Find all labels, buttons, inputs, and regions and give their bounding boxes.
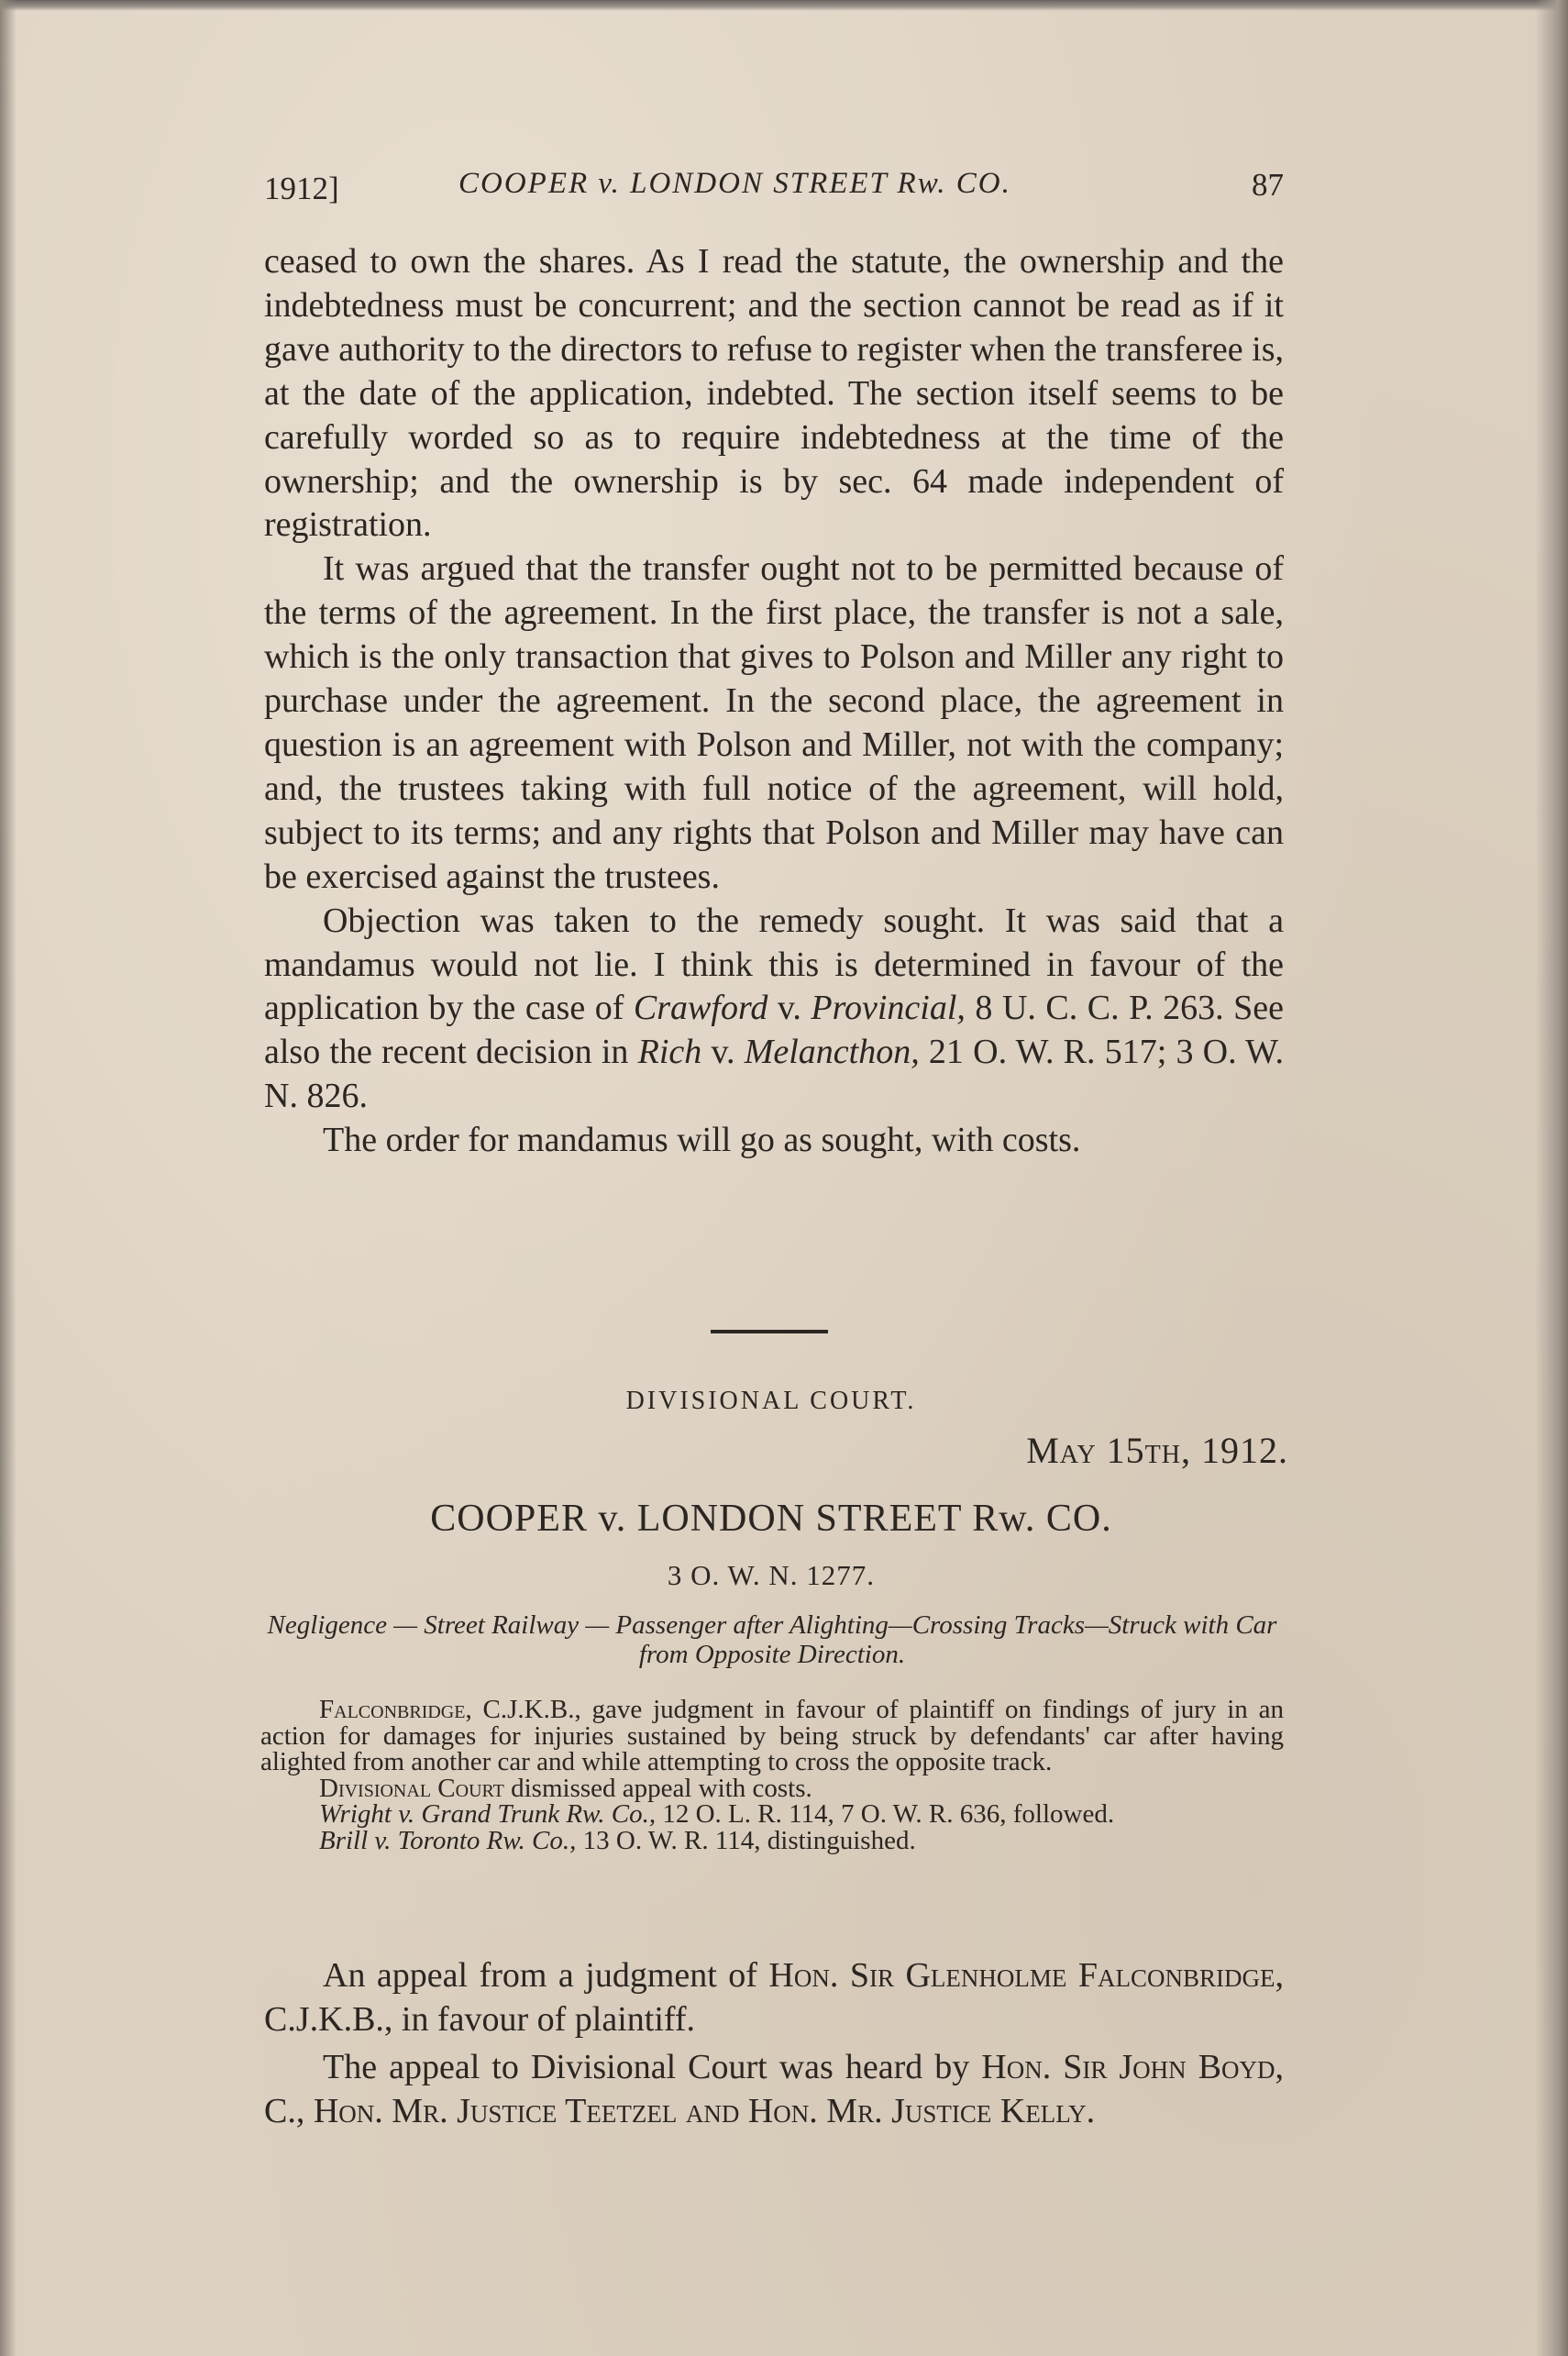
case-name-melancthon: Melancthon,	[744, 1033, 920, 1072]
appeal-from-text-b: C.J.K.B., in favour of plaintiff.	[264, 2000, 696, 2039]
remedy-text-c: 21 O. W. R. 517; 3 O. W. N. 826.	[264, 1033, 1284, 1116]
running-head	[264, 167, 1284, 213]
page-top-edge	[0, 0, 1568, 11]
summary-distinguished-text: 13 O. W. R. 114, distinguished.	[576, 1825, 916, 1855]
summary-court-name: Divisional Court	[319, 1773, 504, 1803]
appeal-from-text-a: An appeal from a judgment of	[323, 1956, 769, 1995]
headnote: Negligence — Street Railway — Passenger after Alighting—Crossing Tracks—Struck with Car from Opposite Direction.	[267, 1610, 1277, 1669]
summary-distinguished	[260, 1825, 1284, 1855]
remedy-text-a: Objection was taken to the remedy sought. It was said that a mandamus would not lie. I think this is determined in favour of the application by the case of	[264, 901, 1284, 1028]
case-citation	[0, 1559, 1568, 1592]
page-right-edge	[1535, 0, 1568, 2356]
summary-followed-text: 12 O. L. R. 114, 7 O. W. R. 636, followed.	[656, 1799, 1115, 1830]
appeal-introduction	[264, 1953, 1284, 2137]
appeal-judges-names: Hon. Sir John Boyd, C., Hon. Mr. Justice Teetzel and Hon. Mr. Justice Kelly.	[264, 2048, 1284, 2130]
case-name-rich: Rich	[637, 1033, 702, 1072]
section-divider	[711, 1330, 828, 1333]
case-summary	[260, 1697, 1284, 1854]
trial-judge-name: Hon. Sir Glenholme Falconbridge,	[768, 1956, 1284, 1995]
paragraph-appeal-from	[264, 1953, 1284, 2041]
paragraph-ownership: ceased to own the shares. As I read the statute, the ownership and the indebtedness must be concurrent; and the section cannot be read as if it gave authority to the directors to refuse to register when the transferee is, at the date of the application, indebted. The section itself seems to be carefully worded so as to require indebtedness at the time of the ownership; and the ownership is by sec. 64 made independent of registration.	[264, 242, 1284, 545]
paragraph-heard-by	[264, 2045, 1284, 2133]
case-name-wright: Wright v. Grand Trunk Rw. Co.,	[319, 1799, 657, 1830]
versus-1: v.	[767, 989, 812, 1028]
summary-judge-name: Falconbridge,	[319, 1695, 472, 1724]
case-name-provincial: Provincial,	[811, 989, 966, 1028]
decision-date: May 15th, 1912.	[1026, 1430, 1288, 1471]
paragraph-remedy	[264, 900, 1284, 1120]
case-name-brill: Brill v. Toronto Rw. Co.,	[319, 1825, 577, 1855]
case-citation-text: 3 O. W. N. 1277.	[667, 1559, 876, 1591]
summary-appeal-text: dismissed appeal with costs.	[503, 1773, 812, 1803]
summary-appeal	[260, 1775, 1284, 1802]
case-name-crawford: Crawford	[633, 989, 768, 1028]
remedy-text-b: 8 U. C. C. P. 263. See also the recent decision in	[264, 989, 1284, 1072]
versus-2: v.	[701, 1033, 745, 1072]
running-head-year: 1912]	[264, 171, 339, 206]
court-heading	[0, 1387, 1568, 1416]
page-number: 87	[1252, 167, 1284, 203]
court-name: DIVISIONAL COURT.	[625, 1387, 917, 1415]
paragraph-agreement: It was argued that the transfer ought not to be permitted because of the terms of the agreement. In the first place, the transfer is not a sale, which is the only transaction that gives to Polson and Miller any right to purchase under the agreement. In the second place, the agreement in question is an agreement with Polson and Miller, not with the company; and, the trustees taking with full notice of the agreement, will hold, subject to its terms; and any rights that Polson and Miller may have can be exercised against the trustees.	[264, 549, 1284, 896]
summary-judgment	[260, 1697, 1284, 1775]
running-head-title: COOPER v. LONDON STREET Rw. CO.	[458, 167, 1011, 200]
summary-judgment-text: C.J.K.B., gave judgment in favour of plaintiff on findings of jury in an action for damages for injuries sustained by being struck by defendants' car after having alighted from another car and while attempting to cross the opposite track.	[260, 1695, 1284, 1777]
page-binding-edge	[0, 0, 17, 2356]
judgment-text	[264, 240, 1284, 1163]
heard-by-text: The appeal to Divisional Court was heard by	[323, 2048, 982, 2086]
summary-followed	[260, 1801, 1284, 1828]
paragraph-order: The order for mandamus will go as sought, with costs.	[323, 1121, 1081, 1160]
case-title	[0, 1497, 1568, 1541]
case-title-text: COOPER v. LONDON STREET Rw. CO.	[430, 1498, 1112, 1540]
